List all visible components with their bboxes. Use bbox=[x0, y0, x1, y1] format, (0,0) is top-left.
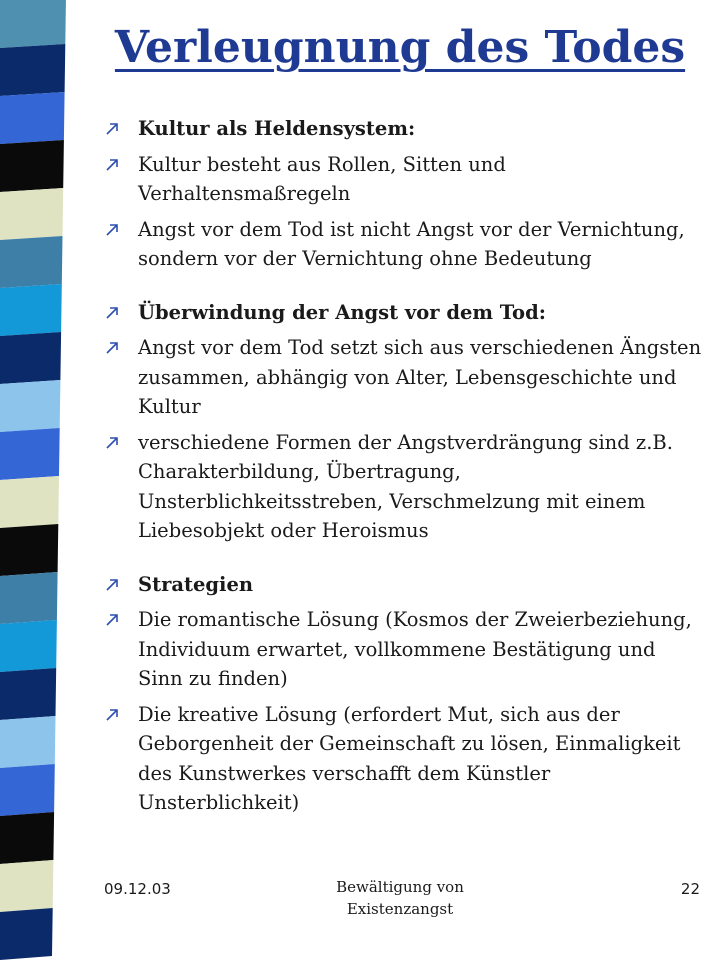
arrow-bullet-icon bbox=[106, 123, 118, 135]
stripe-segment bbox=[0, 812, 54, 864]
arrow-bullet-icon bbox=[106, 579, 118, 591]
stripe-segment bbox=[0, 236, 63, 288]
bullet-item bbox=[102, 150, 702, 209]
bullet-item bbox=[102, 700, 702, 818]
stripe-segment bbox=[0, 188, 63, 240]
arrow-bullet-icon bbox=[106, 159, 118, 171]
bullet-item-strategien-heading bbox=[102, 570, 702, 600]
stripe-segment bbox=[0, 524, 58, 576]
bullet-item bbox=[102, 428, 702, 546]
stripe-segment bbox=[0, 380, 60, 432]
stripe-segment bbox=[0, 44, 65, 96]
stripe-segment bbox=[0, 140, 64, 192]
stripe-segment bbox=[0, 668, 56, 720]
bullet-text: Angst vor dem Tod ist nicht Angst vor der Vernichtung, sondern vor der Vernichtung ohne Bedeutung bbox=[138, 217, 685, 270]
stripe-segment bbox=[0, 620, 57, 672]
stripe-segment bbox=[0, 92, 65, 144]
bullet-text: Strategien bbox=[138, 572, 254, 596]
stripe-segment bbox=[0, 284, 62, 336]
bullet-text: Die romantische Lösung (Kosmos der Zweierbeziehung, Individuum erwartet, vollkommene Bestätigung und Sinn zu finden) bbox=[138, 608, 692, 690]
page-number: 22 bbox=[680, 880, 700, 898]
stripe-segment bbox=[0, 716, 56, 768]
slide-title: Verleugnung des Todes bbox=[114, 22, 686, 73]
stripe-segment bbox=[0, 428, 60, 480]
arrow-bullet-icon bbox=[106, 437, 118, 449]
bullet-list bbox=[102, 114, 702, 824]
bullet-item bbox=[102, 605, 702, 694]
bullet-item bbox=[102, 215, 702, 274]
bullet-text: Die kreative Lösung (erfordert Mut, sich aus der Geborgenheit der Gemeinschaft zu lösen, Einmaligkeit des Kunstwerkes verschafft dem Künstler Unsterblichkeit) bbox=[138, 702, 681, 814]
decorative-stripe-bar bbox=[0, 0, 76, 960]
bullet-text: Kultur als Heldensystem: bbox=[138, 117, 416, 140]
bullet-text: Kultur besteht aus Rollen, Sitten und Verhaltensmaßregeln bbox=[138, 152, 506, 205]
stripe-segment bbox=[0, 332, 61, 384]
arrow-bullet-icon bbox=[106, 307, 118, 319]
arrow-bullet-icon bbox=[106, 614, 118, 626]
stripe-segment bbox=[0, 476, 59, 528]
arrow-bullet-icon bbox=[106, 709, 118, 721]
bullet-item-kultur-heading bbox=[102, 114, 702, 144]
footer-caption: Bewältigung von Existenzangst bbox=[336, 878, 464, 918]
stripe-segment bbox=[0, 908, 53, 960]
stripe-segment bbox=[0, 572, 58, 624]
bullet-text: verschiedene Formen der Angstverdrängung sind z.B. Charakterbildung, Übertragung, Unsterblichkeitsstreben, Verschmelzung mit einem Liebesobjekt oder Heroismus bbox=[138, 430, 673, 542]
bullet-text: Überwindung der Angst vor dem Tod: bbox=[138, 300, 546, 324]
stripe-segment bbox=[0, 860, 53, 912]
bullet-text: Angst vor dem Tod setzt sich aus verschiedenen Ängsten zusammen, abhängig von Alter, Lebensgeschichte und Kultur bbox=[138, 336, 702, 418]
arrow-bullet-icon bbox=[106, 342, 118, 354]
stripe-segment bbox=[0, 764, 55, 816]
bullet-item-angst-heading bbox=[102, 298, 702, 328]
footer-date: 09.12.03 bbox=[104, 880, 171, 898]
bullet-item bbox=[102, 333, 702, 422]
stripe-segment bbox=[0, 0, 66, 48]
arrow-bullet-icon bbox=[106, 224, 118, 236]
